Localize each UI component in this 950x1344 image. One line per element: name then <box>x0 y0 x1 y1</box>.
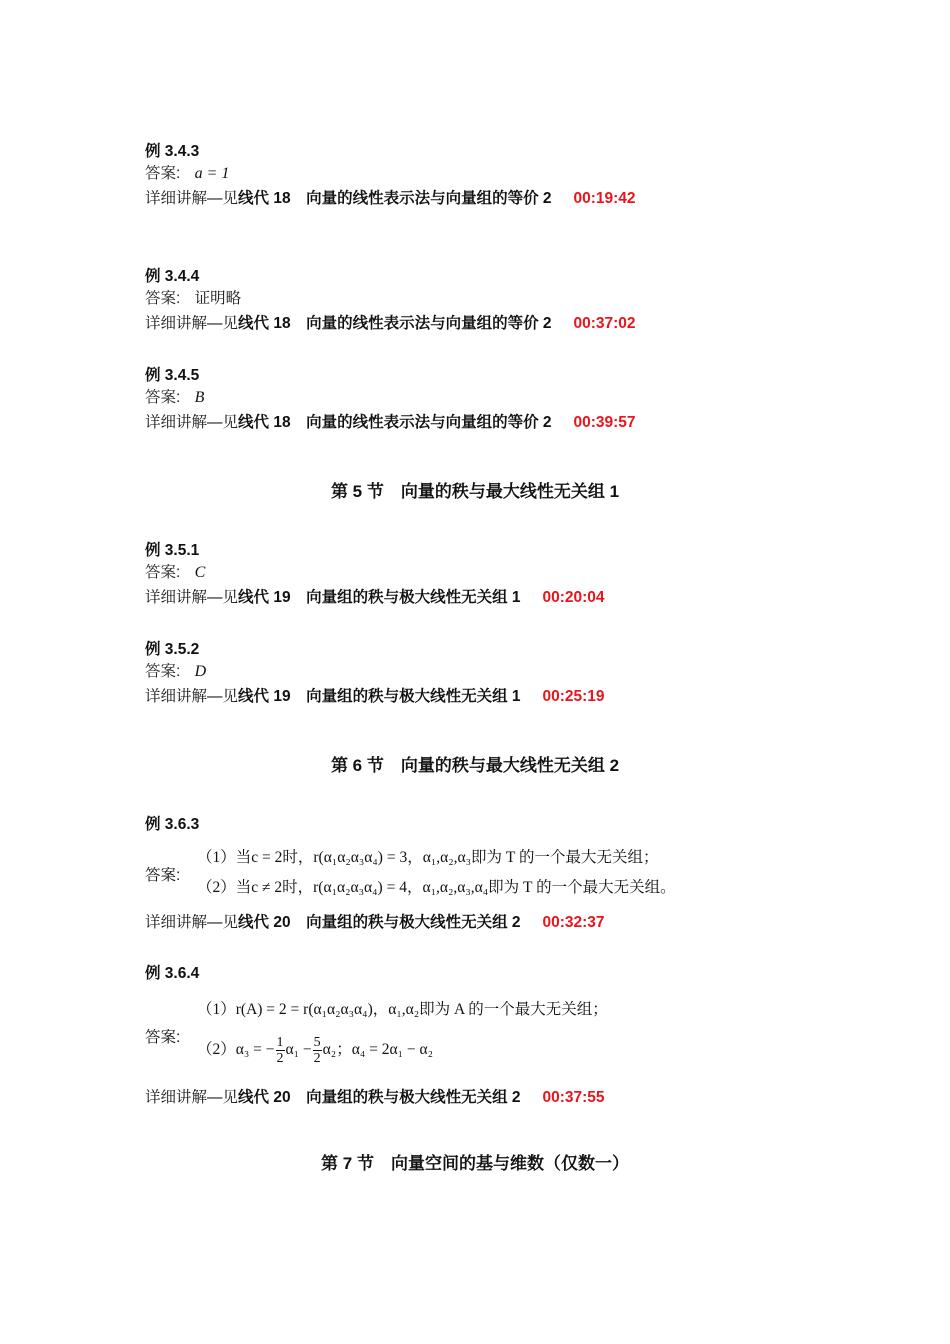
detail-link[interactable] <box>145 412 636 434</box>
answer-label: 答案: <box>145 290 181 307</box>
answer-row <box>145 661 605 683</box>
timestamp: 00:37:55 <box>542 1089 605 1106</box>
example-title: 例 3.4.4 <box>145 268 200 285</box>
example-3-5-1 <box>145 540 605 609</box>
example-title: 例 3.4.3 <box>145 143 200 160</box>
timestamp: 00:37:02 <box>573 315 636 332</box>
course-name: 线代 18 向量的线性表示法与向量组的等价 2 <box>238 414 552 431</box>
answer-lines <box>197 843 676 903</box>
example-title: 例 3.6.4 <box>145 965 200 982</box>
course-name: 线代 18 向量的线性表示法与向量组的等价 2 <box>238 315 552 332</box>
example-title: 例 3.4.5 <box>145 367 200 384</box>
answer-line-1: （1）当c = 2时，r(α₁α₂α₃α₄) = 3，α₁,α₂,α₃即为 T 的一个最大无关组； <box>197 849 659 866</box>
answer-label: 答案: <box>145 389 181 406</box>
example-3-6-4-title <box>145 963 199 985</box>
answer-value: 证明略 <box>194 290 242 307</box>
answer-line-1: （1）r(A) = 2 = r(α₁α₂α₃α₄)，α₁,α₂即为 A 的一个最大无关组； <box>197 1001 608 1018</box>
example-3-4-4 <box>145 266 636 335</box>
example-3-4-3 <box>145 141 636 210</box>
detail-link[interactable] <box>145 912 605 934</box>
answer-label: 答案: <box>145 867 181 884</box>
fraction-2-denominator: 2 <box>313 1050 321 1066</box>
answer-row <box>145 163 636 185</box>
timestamp: 00:19:42 <box>573 190 636 207</box>
fraction-1-numerator: 1 <box>276 1034 284 1050</box>
detail-link[interactable] <box>145 188 636 210</box>
course-name: 线代 19 向量组的秩与极大线性无关组 1 <box>238 589 521 606</box>
answer-line-2-part-b: α₁ − <box>285 1041 312 1058</box>
detail-prefix: 详细讲解—见 <box>145 688 239 705</box>
answer-label: 答案: <box>145 1029 181 1046</box>
example-3-6-4-detail <box>145 1087 605 1109</box>
answer-value: a = 1 <box>194 165 230 182</box>
fraction-2 <box>313 1035 322 1066</box>
answer-line-2-part-c: α₂；α₄ = 2α₁ − α₂ <box>322 1041 434 1058</box>
detail-prefix: 详细讲解—见 <box>145 414 239 431</box>
detail-link[interactable] <box>145 1087 605 1109</box>
answer-lines <box>197 995 608 1071</box>
detail-link[interactable] <box>145 686 605 708</box>
answer-label: 答案: <box>145 663 181 680</box>
course-name: 线代 19 向量组的秩与极大线性无关组 1 <box>238 688 521 705</box>
fraction-2-numerator: 5 <box>313 1034 321 1050</box>
answer-row <box>145 288 636 310</box>
answer-label: 答案: <box>145 564 181 581</box>
detail-prefix: 详细讲解—见 <box>145 315 239 332</box>
example-3-6-3-answer <box>145 843 845 905</box>
answer-value: D <box>194 663 207 680</box>
course-name: 线代 20 向量组的秩与极大线性无关组 2 <box>238 914 521 931</box>
example-title: 例 3.5.2 <box>145 641 200 658</box>
example-title: 例 3.5.1 <box>145 542 200 559</box>
answer-label: 答案: <box>145 165 181 182</box>
answer-row <box>145 562 605 584</box>
detail-link[interactable] <box>145 587 605 609</box>
example-title: 例 3.6.3 <box>145 816 200 833</box>
answer-row <box>145 387 636 409</box>
timestamp: 00:25:19 <box>542 688 605 705</box>
answer-line-2: （2）当c ≠ 2时，r(α₁α₂α₃α₄) = 4，α₁,α₂,α₃,α₄即为 T 的一个最大无关组。 <box>197 879 676 896</box>
fraction-1-denominator: 2 <box>276 1050 284 1066</box>
answer-value: B <box>194 389 205 406</box>
section-5-heading: 第 5 节 向量的秩与最大线性无关组 1 <box>330 482 620 501</box>
timestamp: 00:20:04 <box>542 589 605 606</box>
section-7-heading: 第 7 节 向量空间的基与维数（仅数一） <box>321 1154 629 1173</box>
detail-link[interactable] <box>145 313 636 335</box>
example-3-4-5 <box>145 365 636 434</box>
timestamp: 00:32:37 <box>542 914 605 931</box>
course-name: 线代 20 向量组的秩与极大线性无关组 2 <box>238 1089 521 1106</box>
detail-prefix: 详细讲解—见 <box>145 589 239 606</box>
timestamp: 00:39:57 <box>573 414 636 431</box>
course-name: 线代 18 向量的线性表示法与向量组的等价 2 <box>238 190 552 207</box>
section-6-heading: 第 6 节 向量的秩与最大线性无关组 2 <box>330 756 620 775</box>
detail-prefix: 详细讲解—见 <box>145 190 239 207</box>
example-3-6-4-answer <box>145 995 845 1075</box>
answer-line-2-part-a: （2）α₃ = − <box>197 1041 275 1058</box>
fraction-1 <box>276 1035 285 1066</box>
example-3-6-3-title <box>145 814 199 836</box>
answer-value: C <box>194 564 206 581</box>
example-3-5-2 <box>145 639 605 708</box>
answer-line-2 <box>197 1029 608 1071</box>
example-3-6-3-detail <box>145 912 605 934</box>
detail-prefix: 详细讲解—见 <box>145 1089 239 1106</box>
detail-prefix: 详细讲解—见 <box>145 914 239 931</box>
